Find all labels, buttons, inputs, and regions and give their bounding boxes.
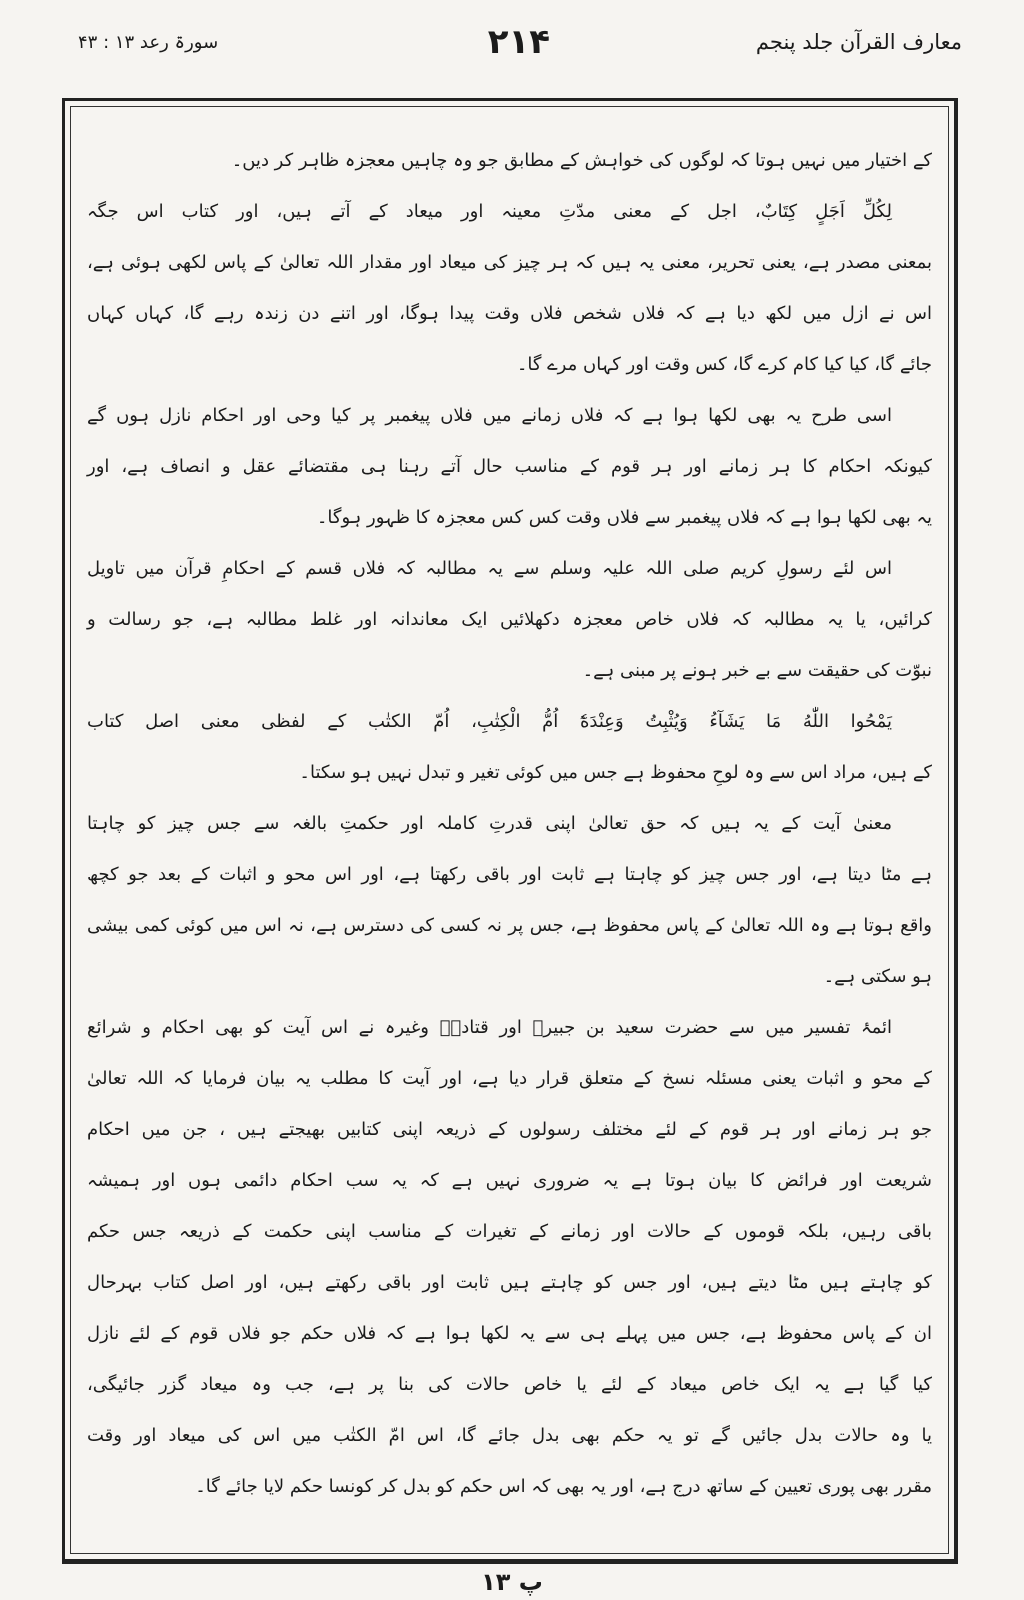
text-line: بمعنی مصدر ہے، یعنی تحریر، معنی یہ ہیں کہ ہر چیز کی میعاد اور مقدار اللہ تعالیٰ کے پاس لکھی ہوئی ہے، <box>87 252 932 273</box>
page-number: ۲۱۴ <box>487 22 550 62</box>
text-line: اسی طرح یہ بھی لکھا ہوا ہے کہ فلاں زمانے میں فلاں پیغمبر پر کیا وحی اور احکام نازل ہوں گے <box>87 405 892 426</box>
text-line: اس لئے رسولِ کریم صلی اللہ علیہ وسلم سے یہ مطالبہ کہ فلاں قسم کے احکامِ قرآن میں تاویل <box>87 558 892 579</box>
text-line: کے اختیار میں نہیں ہوتا کہ لوگوں کی خواہش کے مطابق جو وہ چاہیں معجزہ ظاہر کر دیں۔ <box>231 150 932 171</box>
text-line: شریعت اور فرائض کا بیان ہوتا ہے یہ ضروری نہیں ہے کہ یہ سب احکام دائمی ہوں اور ہمیشہ <box>87 1170 932 1191</box>
body-text <box>65 101 954 1542</box>
text-line: کرائیں، یا یہ مطالبہ کہ فلاں خاص معجزہ دکھلائیں ایک معاندانہ اور غلط مطالبہ ہے، جو رسالت و <box>87 609 932 630</box>
text-line: واقع ہوتا ہے وہ اللہ تعالیٰ کے پاس محفوظ ہے، جس پر نہ کسی کی دسترس ہے، نہ اس میں کوئی کمی بیشی <box>87 915 932 936</box>
text-line: يَمْحُوا اللّٰهُ مَا يَشَآءُ وَيُثْبِتُ وَعِنْدَهٗٓ اُمُّ الْكِتٰبِ، اُمّ الکتٰب کے لفظی معنی اصل کتاب <box>87 711 892 732</box>
text-frame <box>62 98 958 1564</box>
surah-reference: سورۃ رعد ۱۳ : ۴۳ <box>78 32 219 53</box>
text-line: ہو سکتی ہے۔ <box>823 966 932 987</box>
text-line: کیا گیا ہے یہ ایک خاص میعاد کے لئے یا خاص حالات کی بنا پر ہے، جب وہ میعاد گزر جائیگی، <box>87 1374 932 1395</box>
text-line: کو چاہتے ہیں مٹا دیتے ہیں، اور جس کو چاہتے ہیں ثابت اور باقی رکھتے ہیں، اور اصل کتاب بہرحال <box>87 1272 932 1293</box>
text-line: نبوّت کی حقیقت سے بے خبر ہونے پر مبنی ہے۔ <box>582 660 932 681</box>
text-line: جائے گا، کیا کیا کام کرے گا، کس وقت اور کہاں مرے گا۔ <box>516 354 932 375</box>
text-line: کے محو و اثبات یعنی مسئلہ نسخ کے متعلق قرار دیا ہے، اور آیت کا مطلب یہ بیان فرمایا کہ اللہ تعالیٰ <box>87 1068 932 1089</box>
text-line: معنیٰ آیت کے یہ ہیں کہ حق تعالیٰ اپنی قدرتِ کاملہ اور حکمتِ بالغہ سے جس چیز کو چاہتا <box>87 813 892 834</box>
text-line: اس نے ازل میں لکھ دیا ہے کہ فلاں شخص فلاں وقت پیدا ہوگا، اور اتنے دن زندہ رہے گا، کہاں کہاں <box>87 303 932 324</box>
text-line: ہے مٹا دیتا ہے، اور جس چیز کو چاہتا ہے ثابت اور باقی رکھتا ہے، اور اس محو و اثبات کے بعد جو کچھ <box>87 864 932 885</box>
text-line: ائمۂ تفسیر میں سے حضرت سعید بن جبیرؓ اور قتادہؒ وغیرہ نے اس آیت کو بھی احکام و شرائع <box>87 1017 892 1038</box>
book-title: معارف القرآن جلد پنجم <box>755 30 962 54</box>
text-line: کے ہیں، مراد اس سے وہ لوحِ محفوظ ہے جس میں کوئی تغیر و تبدل نہیں ہو سکتا۔ <box>299 762 932 783</box>
text-line: باقی رہیں، بلکہ قوموں کے حالات اور زمانے کے تغیرات کے مناسب اپنی حکمت کے ذریعہ جس حکم <box>87 1221 932 1242</box>
text-line: کیونکہ احکام کا ہر زمانے اور ہر قوم کے مناسب حال آتے رہنا ہی مقتضائے عقل و انصاف ہے، اور <box>87 456 932 477</box>
text-line: ان کے پاس محفوظ ہے، جس میں پہلے ہی سے یہ لکھا ہوا ہے کہ فلاں حکم جو فلاں قوم کے لئے نازل <box>87 1323 932 1344</box>
text-line: یا وہ حالات بدل جائیں گے تو یہ حکم بھی بدل جائے گا، اس امّ الکتٰب میں اس کی میعاد اور وقت <box>87 1425 932 1446</box>
text-line: لِكُلِّ اَجَلٍ كِتَابٌ، اجل کے معنی مدّتِ معینہ اور میعاد کے آتے ہیں، اور کتاب اس جگہ <box>87 201 892 222</box>
para-marker: پ ۱۳ <box>481 1568 543 1596</box>
page-header <box>78 22 962 72</box>
text-line: جو ہر زمانے اور ہر قوم کے لئے مختلف رسولوں کے ذریعہ اپنی کتابیں بھیجتے ہیں ، جن میں احکام <box>87 1119 932 1140</box>
text-line: یہ بھی لکھا ہوا ہے کہ فلاں پیغمبر سے فلاں وقت کس کس معجزہ کا ظہور ہوگا۔ <box>316 507 932 528</box>
text-line: مقرر بھی پوری تعیین کے ساتھ درج ہے، اور یہ بھی کہ اس حکم کو بدل کر کونسا حکم لایا جائے گا۔ <box>195 1476 932 1497</box>
